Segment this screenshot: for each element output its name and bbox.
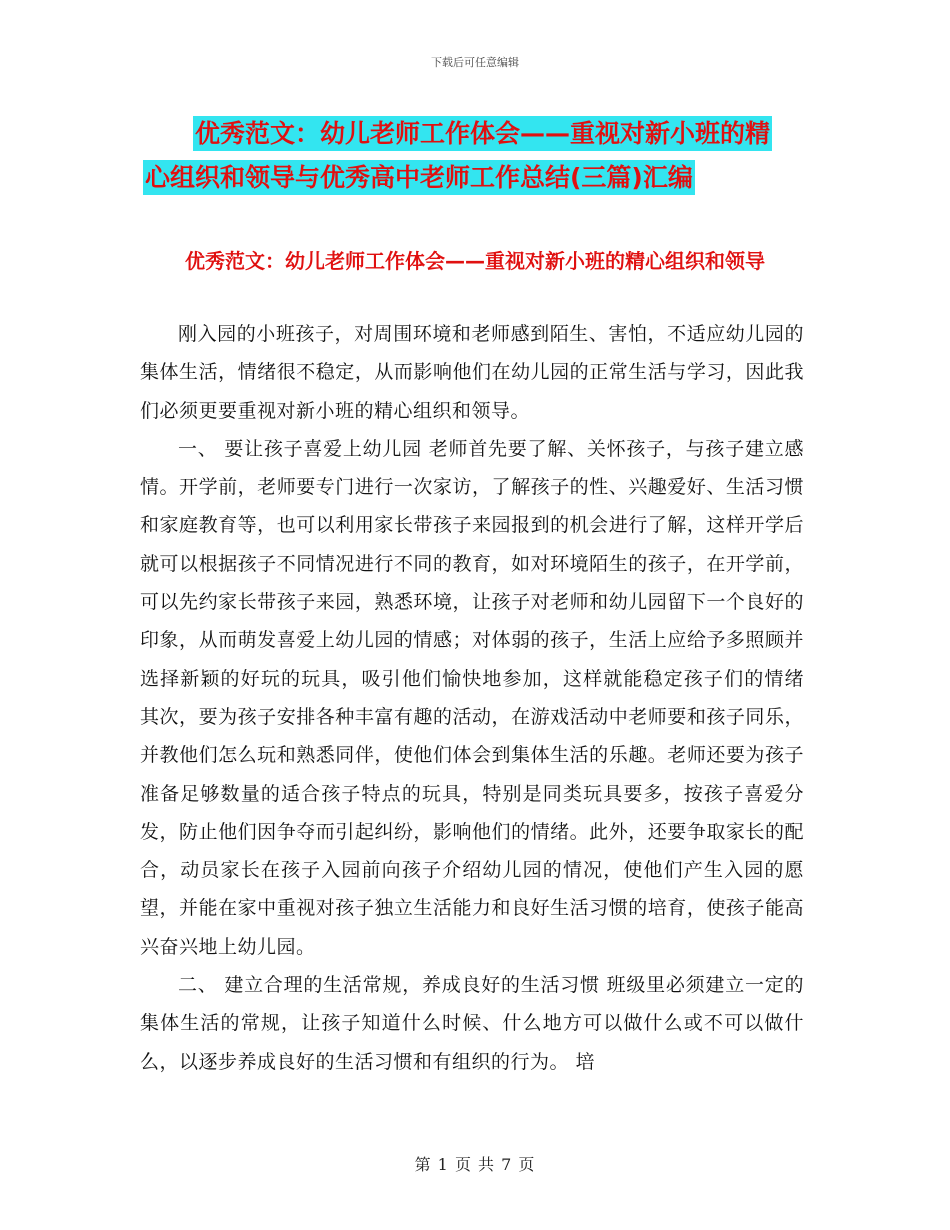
header-note: 下载后可任意编辑	[431, 56, 519, 69]
paragraph: 一、 要让孩子喜爱上幼儿园 老师首先要了解、关怀孩子，与孩子建立感情。开学前，老师要专门进行一次家访，了解孩子的性、兴趣爱好、生活习惯和家庭教育等，也可以利用家长带孩子来园报到的机会进行了解，这样开学后就可以根据孩子不同情况进行不同的教育，如对环境陌生的孩子，在开学前，可以先约家长带孩子来园，熟悉环境，让孩子对老师和幼儿园留下一个良好的印象，从而萌发喜爱上幼儿园的情感；对体弱的孩子，生活上应给予多照顾并选择新颖的好玩的玩具，吸引他们愉快地参加，这样就能稳定孩子们的情绪 其次，要为孩子安排各种丰富有趣的活动，在游戏活动中老师要和孩子同乐，并教他们怎么玩和熟悉同伴，使他们体会到集体生活的乐趣。老师还要为孩子准备足够数量的适合孩子特点的玩具，特别是同类玩具要多，按孩子喜爱分发，防止他们因争夺而引起纠纷，影响他们的情绪。此外，还要争取家长的配合，动员家长在孩子入园前向孩子介绍幼儿园的情况，使他们产生入园的愿望，并能在家中重视对孩子独立生活能力和良好生活习惯的培育，使孩子能高兴奋兴地上幼儿园。	[140, 437, 804, 958]
section-title: 优秀范文：幼儿老师工作体会——重视对新小班的精心组织和领导	[185, 249, 765, 273]
page-number-footer: 第 1 页 共 7 页	[414, 1155, 536, 1174]
document-title-line-2: 心组织和领导与优秀高中老师工作总结(三篇)汇编	[143, 160, 695, 195]
body-text	[140, 315, 804, 1081]
paragraph: 刚入园的小班孩子，对周围环境和老师感到陌生、害怕，不适应幼儿园的集体生活，情绪很不稳定，从而影响他们在幼儿园的正常生活与学习，因此我们必须更要重视对新小班的精心组织和领导。	[140, 323, 804, 422]
document-title	[143, 112, 843, 200]
paragraph: 二、 建立合理的生活常规，养成良好的生活习惯 班级里必须建立一定的集体生活的常规，让孩子知道什么时候、什么地方可以做什么或不可以做什么，以逐步养成良好的生活习惯和有组织的行为。 培	[140, 974, 804, 1073]
document-title-line-1: 优秀范文：幼儿老师工作体会——重视对新小班的精	[193, 116, 772, 151]
